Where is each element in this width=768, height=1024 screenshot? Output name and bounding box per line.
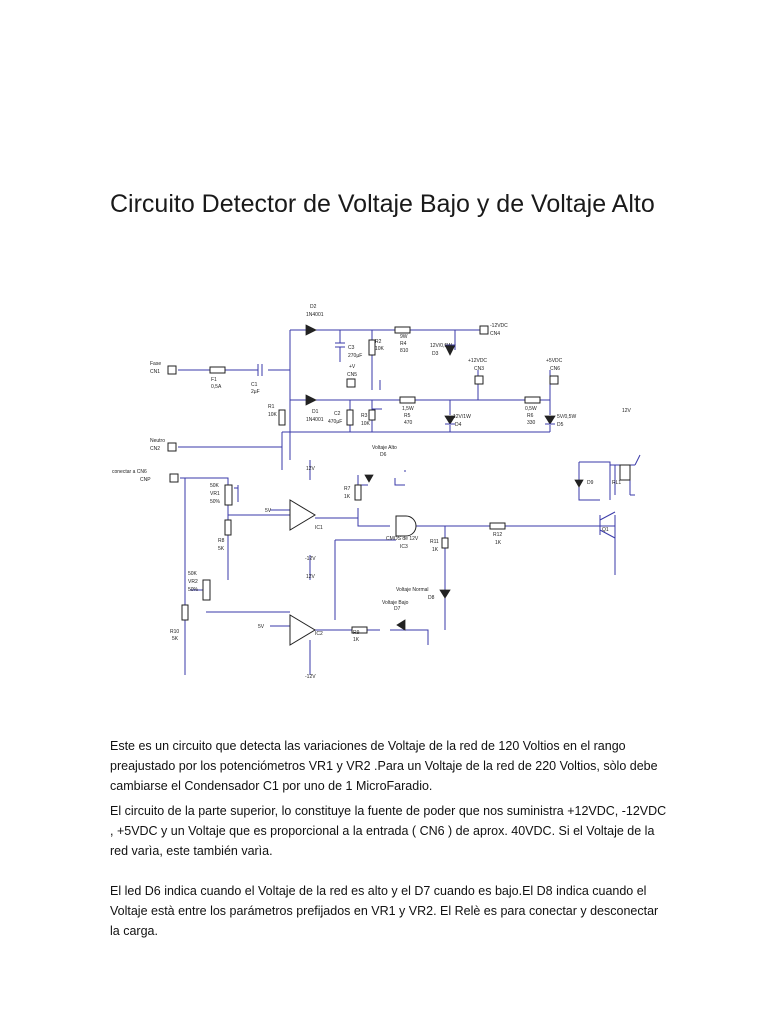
label-d7: D7 xyxy=(394,606,401,612)
label-voltaje-normal: Voltaje Normal xyxy=(396,587,429,593)
label-ic1-vplus: 12V xyxy=(306,466,315,472)
label-voltaje-bajo: Voltaje Bajo xyxy=(382,600,409,606)
label-c2: C2 xyxy=(334,411,341,417)
label-r7: R7 xyxy=(344,486,351,492)
label-cn3: CN3 xyxy=(474,366,485,372)
label-r9: R9 xyxy=(353,630,360,636)
label-r4: R4 xyxy=(400,341,407,347)
label-r6-value: 330 xyxy=(527,420,536,426)
label-ic1: IC1 xyxy=(315,525,323,531)
label-cn6-voltage: +5VDC xyxy=(546,358,563,364)
label-q1: Q1 xyxy=(602,527,609,533)
label-d2-value: 1N4001 xyxy=(306,312,324,318)
label-neutro: Neutro xyxy=(150,438,166,444)
label-d9: D9 xyxy=(587,480,594,486)
label-cn4-voltage: -12VDC xyxy=(490,323,508,329)
label-ic2-vminus: -12V xyxy=(305,674,316,680)
label-vr2-ohms: 50K xyxy=(188,571,197,577)
label-r11: R11 xyxy=(430,539,439,545)
label-ic1-vminus: -12V xyxy=(305,556,316,562)
label-d3: D3 xyxy=(432,351,439,357)
label-vr1-ohms: 50K xyxy=(210,483,219,489)
label-r3-value: 10K xyxy=(361,421,370,427)
label-r5-value: 470 xyxy=(404,420,413,426)
label-vr1: VR1 xyxy=(210,491,220,497)
label-r10: R10 xyxy=(170,629,180,635)
label-fase: Fase xyxy=(150,361,162,367)
label-cn3-voltage: +12VDC xyxy=(468,358,488,364)
label-c1: C1 xyxy=(251,382,258,388)
label-voltaje-alto: Voltaje Alto xyxy=(372,445,397,451)
label-c3: C3 xyxy=(348,345,355,351)
document-title: Circuito Detector de Voltaje Bajo y de Voltaje Alto xyxy=(110,190,655,218)
label-r2: R2 xyxy=(375,339,382,345)
label-d4: D4 xyxy=(455,422,462,428)
label-d6: D6 xyxy=(380,452,387,458)
paragraph-leds-relay: El led D6 indica cuando el Voltaje de la red es alto y el D7 cuando es bajo.El D8 indica cuando el Voltaje està entre los parámetros prefijados en VR1 y VR2. El Relè es para conectar y desconectar la carga. xyxy=(110,884,659,938)
label-cn1: CN1 xyxy=(150,369,161,375)
circuit-schematic xyxy=(110,290,680,690)
label-cn5: CN5 xyxy=(347,372,358,378)
label-d2: D2 xyxy=(310,304,317,310)
label-r5: R5 xyxy=(404,413,411,419)
label-r11-value: 1K xyxy=(432,547,439,553)
label-cmos: CMOS de 12V xyxy=(386,536,419,542)
label-vr1-percent: 50% xyxy=(210,499,221,505)
label-r1: R1 xyxy=(268,404,275,410)
label-conectar-cn6: conectar a CN6 xyxy=(112,469,147,475)
label-r7-value: 1K xyxy=(344,494,351,500)
label-d5-value: 5V/0,5W xyxy=(557,414,577,420)
label-d1: D1 xyxy=(312,409,319,415)
label-r4-value: 810 xyxy=(400,348,409,354)
label-r12-value: 1K xyxy=(495,540,502,546)
label-r6-watts: 0,5W xyxy=(525,406,537,412)
label-vr2-percent: 50% xyxy=(188,587,199,593)
label-vr2: VR2 xyxy=(188,579,198,585)
circuit-wires xyxy=(178,330,635,675)
label-r8-value: 5K xyxy=(218,546,225,552)
label-cn4: CN4 xyxy=(490,331,501,337)
label-r4-watts: 9W xyxy=(400,334,408,340)
label-r2-value: 10K xyxy=(375,346,384,352)
label-r12: R12 xyxy=(493,532,503,538)
label-r9-value: 1K xyxy=(353,637,360,643)
label-r1-value: 10K xyxy=(268,412,277,418)
label-r8: R8 xyxy=(218,538,225,544)
label-ic2: IC2 xyxy=(315,631,323,637)
label-d4-value: 12V/1W xyxy=(453,414,471,420)
label-d8: D8 xyxy=(428,595,435,601)
label-plus-v: +V xyxy=(349,364,356,370)
label-relay-supply: 12V xyxy=(622,408,631,414)
label-rl1: RL1 xyxy=(612,480,622,486)
label-d3-value: 12V/0,5W xyxy=(430,343,452,349)
label-r5-watts: 1,5W xyxy=(402,406,414,412)
label-c3-value: 270µF xyxy=(348,353,363,359)
label-f1: F1 xyxy=(211,377,217,383)
label-ic2-vplus: 12V xyxy=(306,574,315,580)
label-d1-value: 1N4001 xyxy=(306,417,324,423)
label-f1-value: 0,5A xyxy=(211,384,222,390)
label-ic1-ref: 5V xyxy=(265,508,272,514)
label-d5: D5 xyxy=(557,422,564,428)
label-c1-value: 2µF xyxy=(251,389,260,395)
label-ic2-ref: 5V xyxy=(258,624,265,630)
label-cn6: CN6 xyxy=(550,366,561,372)
label-r3: R3 xyxy=(361,413,368,419)
label-ic3: IC3 xyxy=(400,544,408,550)
label-cnp: CNP xyxy=(140,477,151,483)
label-r6: R6 xyxy=(527,413,534,419)
label-r10-value: 5K xyxy=(172,636,179,642)
label-c2-value: 470µF xyxy=(328,419,343,425)
paragraph-intro: Este es un circuito que detecta las variaciones de Voltaje de la red de 120 Voltios en el rango preajustado por los potenciómetros VR1 y VR2 .Para un Voltaje de la red de 220 Voltios, sòlo debe cambiarse el Condensador C1 por uno de 1 MicroFaradio. xyxy=(110,739,658,793)
label-cn2: CN2 xyxy=(150,446,161,452)
paragraph-power-supply: El circuito de la parte superior, lo constituye la fuente de poder que nos suministra +12VDC, -12VDC , +5VDC y un Voltaje que es proporcional a la entrada ( CN6 ) de aprox. 40VDC. Si el Voltaje de la red varìa, este también varìa. xyxy=(110,804,667,858)
